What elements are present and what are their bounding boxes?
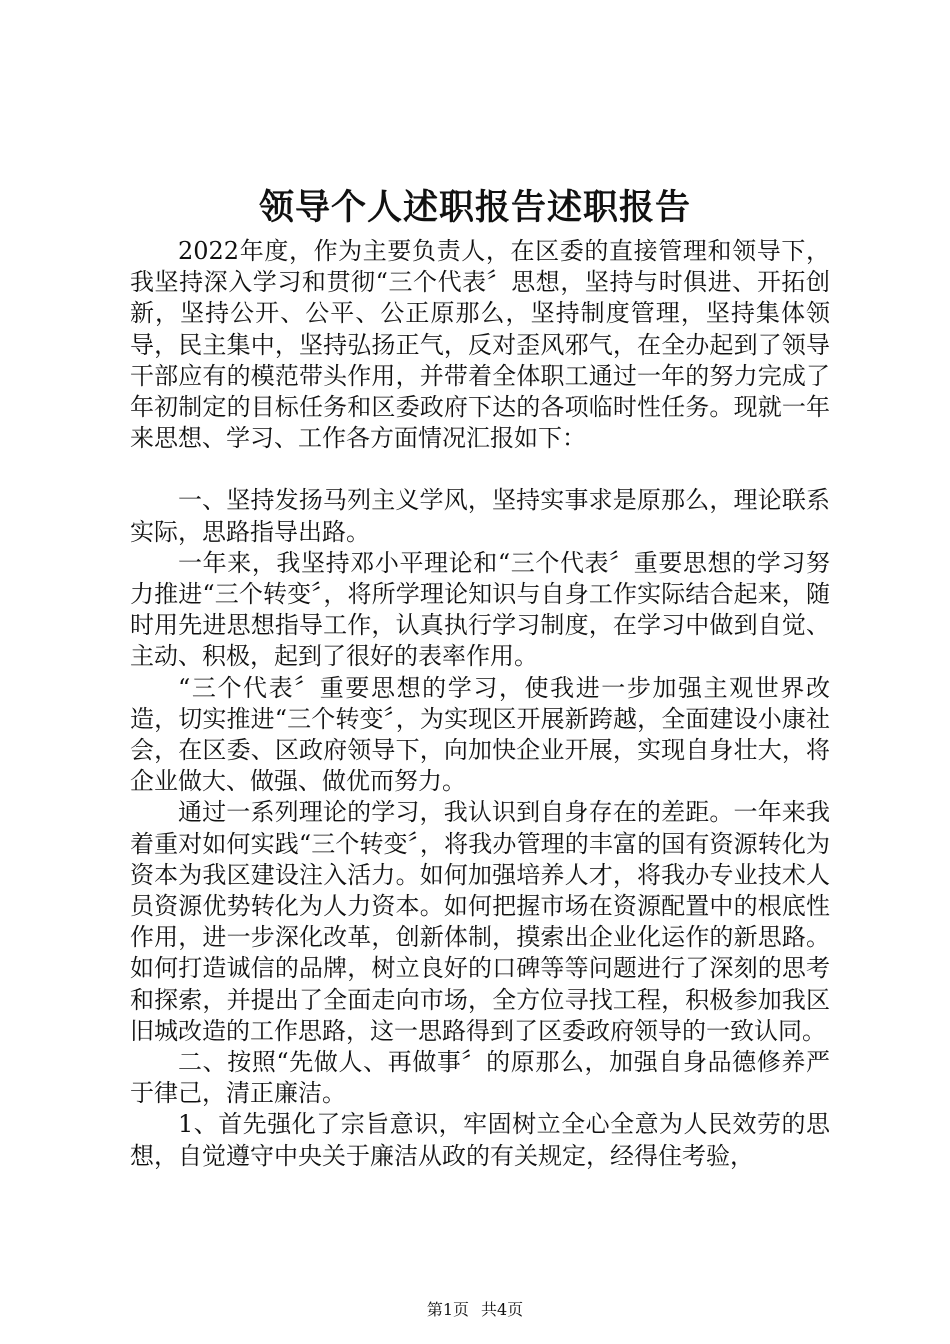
paragraph-section-2-heading: 二、按照“先做人、再做事〞的原那么，加强自身品德修养严于律己，清正廉洁。	[130, 1048, 830, 1108]
paragraph-intro: 2022年度，作为主要负责人，在区委的直接管理和领导下，我坚持深入学习和贯彻“三个代表〞思想，坚持与时俱进、开拓创新，坚持公开、公平、公正原那么，坚持制度管理，坚持集体领导，民主集中，坚持弘扬正气，反对歪风邪气，在全办起到了领导干部应有的模范带头作用，并带着全体职工通过一年的努力完成了年初制定的目标任务和区委政府下达的各项临时性任务。现就一年来思想、学习、工作各方面情况汇报如下：	[130, 237, 830, 453]
page-number: 第1页	[426, 1300, 469, 1319]
page-total: 共4页	[481, 1300, 524, 1319]
paragraph-reflection: 通过一系列理论的学习，我认识到自身存在的差距。一年来我着重对如何实践“三个转变〞，将我办管理的丰富的国有资源转化为资本为我区建设注入活力。如何加强培养人才，将我办专业技术人员资源优势转化为人力资本。如何把握市场在资源配置中的根底性作用，进一步深化改革，创新体制，摸索出企业化运作的新思路。如何打造诚信的品牌，树立良好的口碑等等问题进行了深刻的思考和探索，并提出了全面走向市场，全方位寻找工程，积极参加我区旧城改造的工作思路，这一思路得到了区委政府领导的一致认同。	[130, 798, 830, 1045]
paragraph-study: 一年来，我坚持邓小平理论和“三个代表〞重要思想的学习努力推进“三个转变〞，将所学理论知识与自身工作实际结合起来，随时用先进思想指导工作，认真执行学习制度，在学习中做到自觉、主动、积极，起到了很好的表率作用。	[130, 548, 830, 671]
paragraph-item-1: 1、首先强化了宗旨意识，牢固树立全心全意为人民效劳的思想，自觉遵守中央关于廉洁从政的有关规定，经得住考验，	[130, 1110, 830, 1170]
page-footer	[0, 1300, 950, 1320]
document-body	[130, 236, 830, 1172]
document-title: 领导个人述职报告述职报告	[258, 187, 691, 228]
paragraph-section-1-heading: 一、坚持发扬马列主义学风，坚持实事求是原那么，理论联系实际，思路指导出路。	[130, 486, 830, 546]
paragraph-three-represents: “三个代表〞重要思想的学习，使我进一步加强主观世界改造，切实推进“三个转变〞，为实现区开展新跨越，全面建设小康社会，在区委、区政府领导下，向加快企业开展，实现自身壮大，将企业做大、做强、做优而努力。	[130, 673, 830, 796]
